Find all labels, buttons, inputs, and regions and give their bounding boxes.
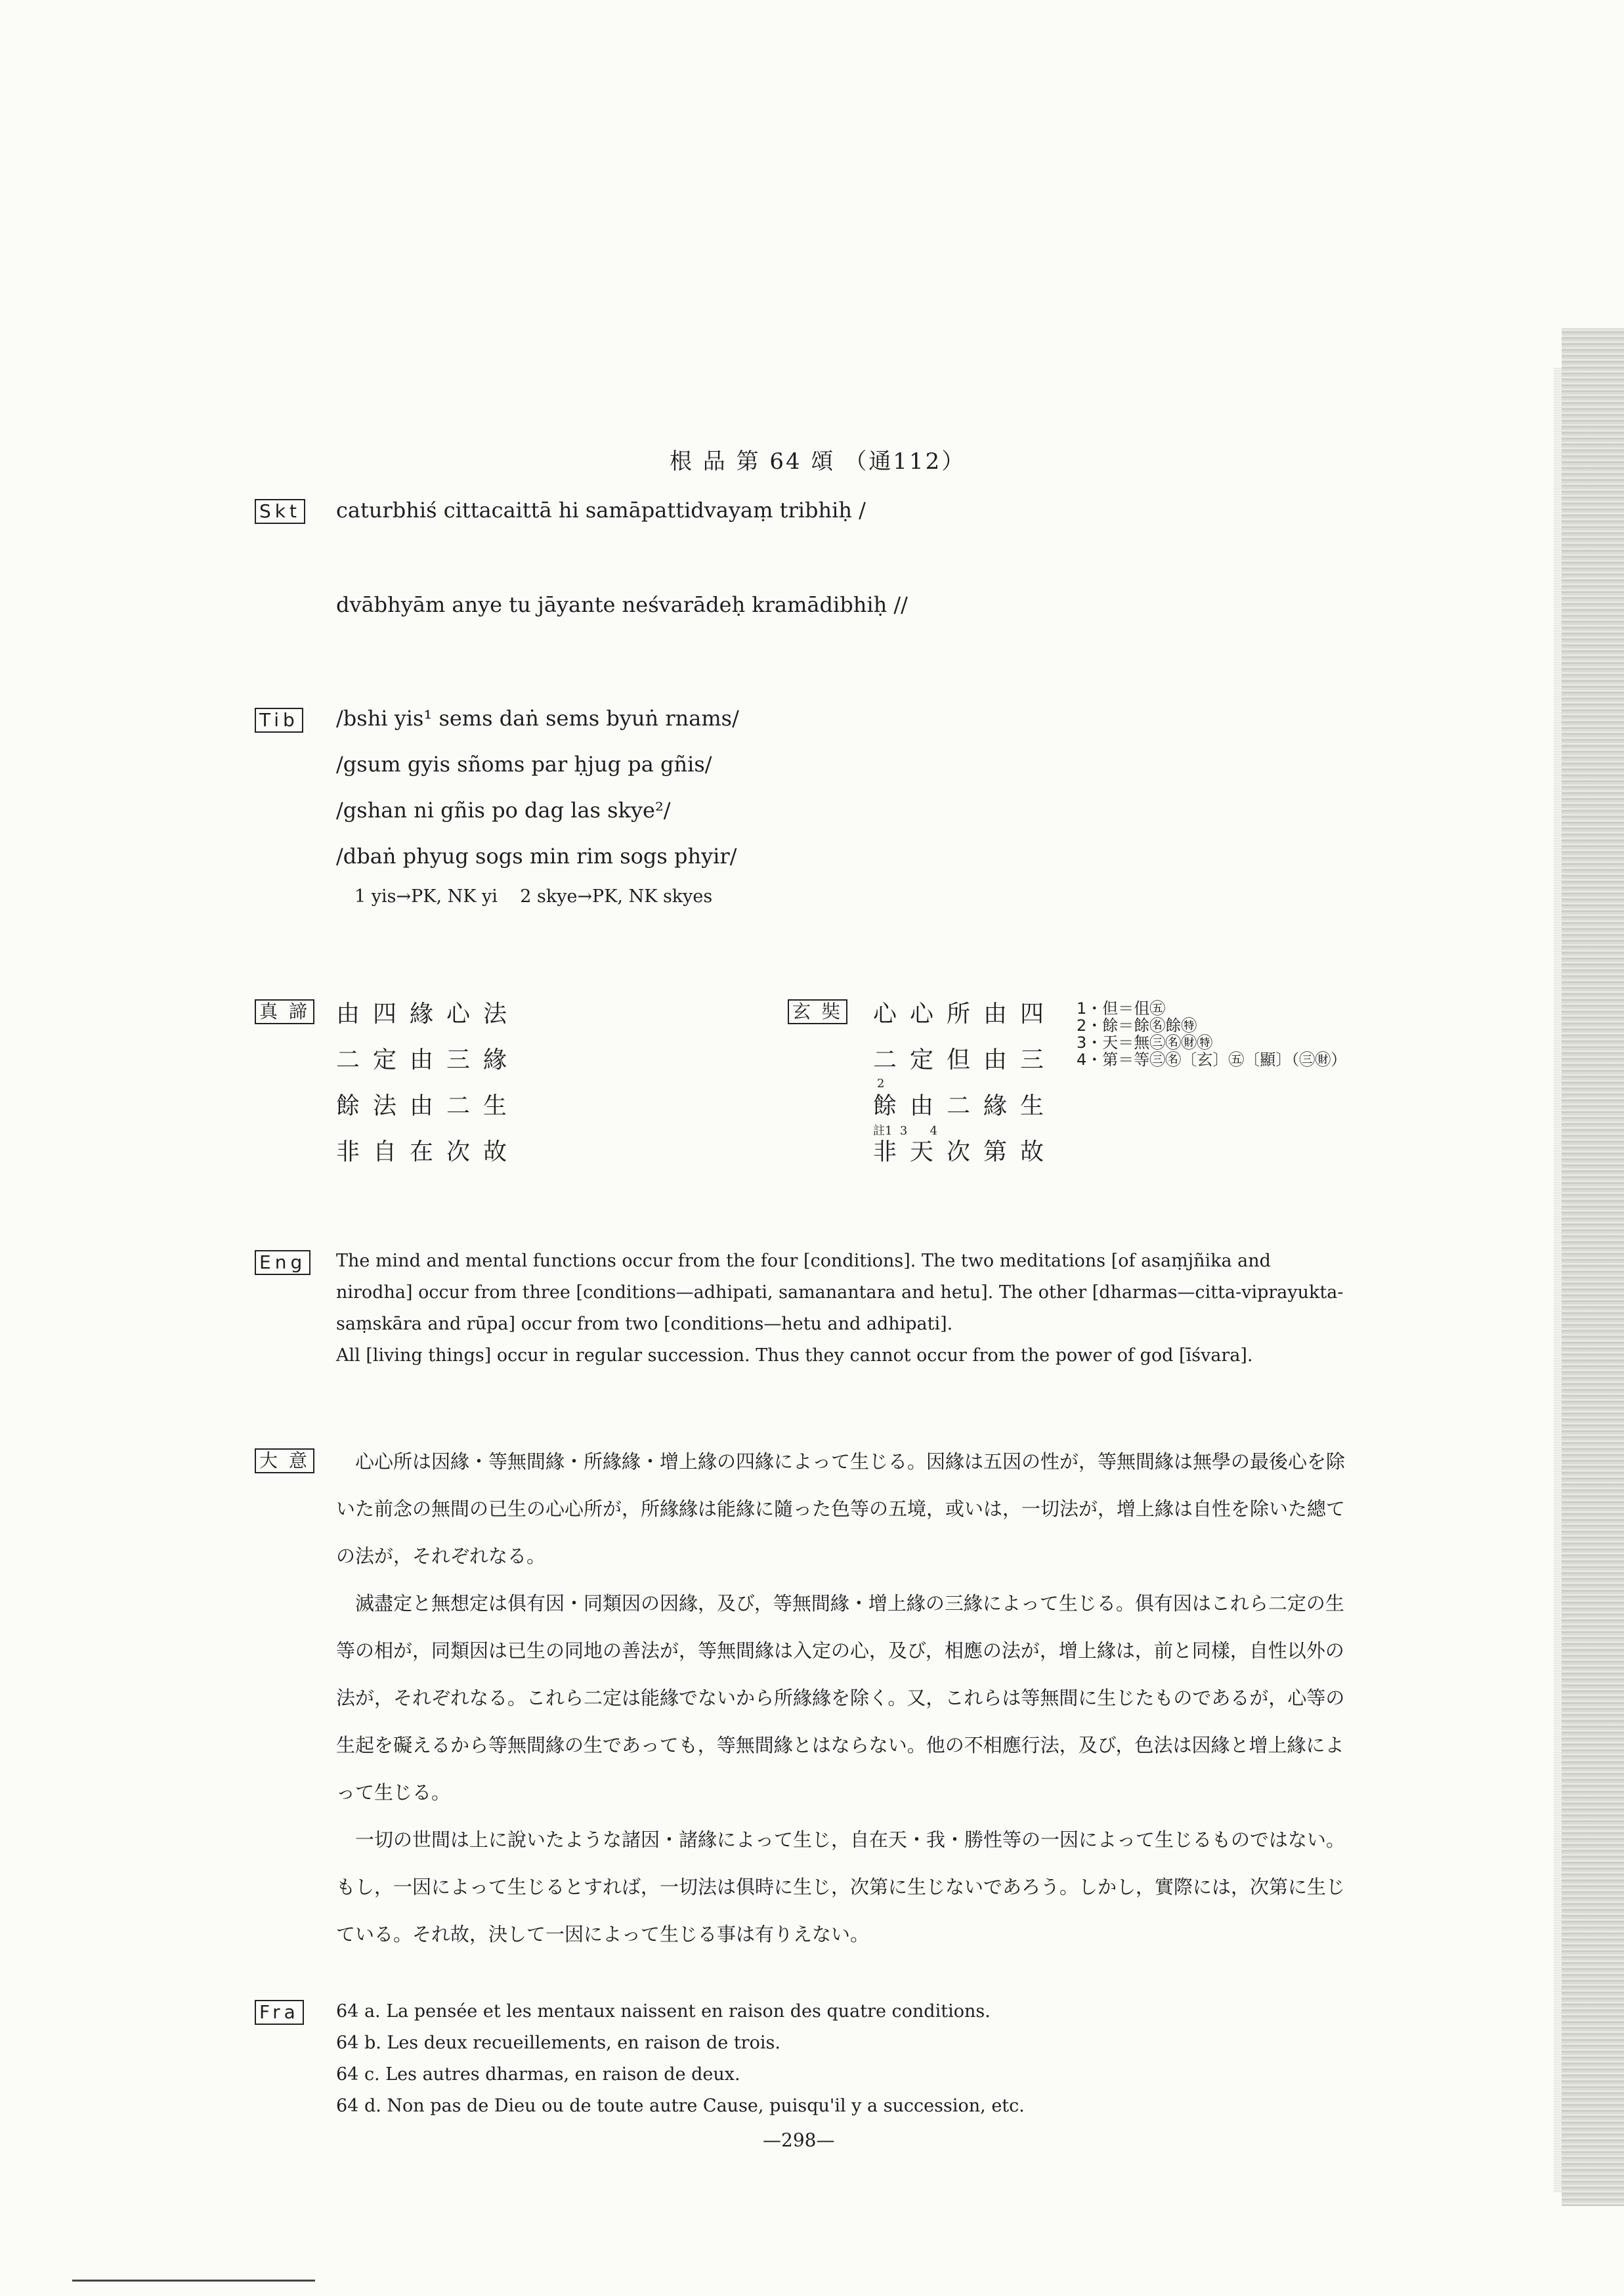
paramartha-line-3: 餘法由二生: [336, 1093, 521, 1119]
eng-line-2: nirodha] occur from three [conditions—adhipati, samanantara and hetu]. The other [dharmas—citta-viprayukta-: [336, 1282, 1344, 1303]
taii-p3-line-3: ている。それ故，決して一因によって生じる事は有りえない。: [336, 1923, 870, 1945]
paramartha-line-4: 非自在次故: [336, 1138, 521, 1165]
taii-p1-line-1: 心心所は因緣・等無間緣・所緣緣・增上緣の四緣によって生じる。因緣は五因の性が，等無間緣は無學の最後心を除: [336, 1450, 1346, 1473]
taii-paragraph-1: [336, 1438, 1360, 1580]
tib-line-3: /gshan ni gñis po dag las skye²/: [336, 798, 671, 823]
taii-p2-line-3: 法が，それぞれなる。これら二定は能緣でないから所緣緣を除く。又，これらは等無間に生じたものであるが，心等の: [336, 1687, 1345, 1709]
xuanzang-mark-notes: 註1 3 4: [873, 1124, 938, 1138]
taii-p3-line-1: 一切の世間は上に說いたような諸因・諸緣によって生じ，自在天・我・勝性等の一因によって生じるものではない。: [336, 1829, 1346, 1851]
tib-line-2: /gsum gyis sñoms par ḥjug pa gñis/: [336, 752, 712, 777]
xuanzang-mark-2: 2: [877, 1077, 885, 1091]
taii-tag: 大 意: [255, 1448, 314, 1473]
taii-p2-line-4: 生起を礙えるから等無間緣の生であっても，等無間緣とはならない。他の不相應行法，及び，色法は因緣と增上緣によ: [336, 1734, 1344, 1756]
eng-line-1: The mind and mental functions occur from the four [conditions]. The two meditations [of asaṃjñika and: [336, 1251, 1271, 1271]
skt-tag: Skt: [255, 499, 305, 524]
taii-p3-line-2: もし，一因によって生じるとすれば，一切法は俱時に生じ，次第に生じないであろう。しかし，實際には，次第に生じ: [336, 1876, 1346, 1898]
fra-paragraph: [336, 1996, 1360, 2122]
variant-note-2: 2・餘＝餘㊔餘㊕: [1077, 1016, 1197, 1035]
variant-note-3: 3・天＝無㊂㊔㊖㊕: [1077, 1033, 1213, 1052]
fra-line-2: 64 b. Les deux recueillements, en raison de trois.: [336, 2033, 780, 2053]
paramartha-line-1: 由四緣心法: [336, 1001, 521, 1028]
paramartha-tag: 真 諦: [255, 999, 314, 1024]
fra-line-3: 64 c. Les autres dharmas, en raison de deux.: [336, 2064, 740, 2085]
scan-edge-shadow-inner: [1554, 368, 1562, 2193]
xuanzang-line-1: 心心所由四: [873, 1001, 1058, 1028]
tib-line-1: /bshi yis¹ sems daṅ sems byuṅ rnams/: [336, 706, 739, 731]
fra-tag: Fra: [255, 2000, 304, 2025]
bottom-rule: [72, 2280, 315, 2282]
skt-line-2: dvābhyām anye tu jāyante neśvarādeḥ kramādibhiḥ //: [336, 592, 908, 617]
eng-line-3: saṃskāra and rūpa] occur from two [conditions—hetu and adhipati].: [336, 1314, 953, 1334]
variant-note-4: 4・第＝等㊂㊔〔玄〕㊄〔顯〕（㊂㊖）: [1077, 1051, 1347, 1069]
taii-paragraph-2: [336, 1580, 1360, 1816]
taii-p2-line-1: 滅盡定と無想定は俱有因・同類因の因緣，及び，等無間緣・增上緣の三緣によって生じる。俱有因はこれら二定の生: [336, 1592, 1344, 1614]
page-heading: 根 品 第 64 頌 （通112）: [670, 448, 966, 475]
xuanzang-line-3: 餘由二緣生: [873, 1093, 1058, 1119]
xuanzang-line-4: 非天次第故: [873, 1138, 1058, 1165]
skt-line-1: caturbhiś cittacaittā hi samāpattidvayaṃ tribhiḥ /: [336, 498, 866, 523]
taii-p2-line-2: 等の相が，同類因は已生の同地の善法が，等無間緣は入定の心，及び，相應の法が，增上緣は，前と同樣，自性以外の: [336, 1639, 1344, 1662]
variant-note-1: 1・但＝伹㊄: [1077, 999, 1166, 1018]
eng-tag: Eng: [255, 1250, 310, 1275]
taii-p2-line-5: って生じる。: [336, 1781, 451, 1804]
xuanzang-tag: 玄 奘: [788, 999, 847, 1024]
eng-paragraph: [336, 1245, 1360, 1372]
scan-edge-shadow: [1562, 328, 1624, 2206]
taii-paragraph-3: [336, 1816, 1360, 1958]
fra-line-4: 64 d. Non pas de Dieu ou de toute autre Cause, puisqu'il y a succession, etc.: [336, 2096, 1025, 2116]
eng-line-4: All [living things] occur in regular succession. Thus they cannot occur from the power of god [īśvara].: [336, 1345, 1253, 1366]
xuanzang-line-2: 二定但由三: [873, 1047, 1058, 1073]
taii-p1-line-3: の法が，それぞれなる。: [336, 1545, 546, 1567]
taii-p1-line-2: いた前念の無間の已生の心心所が，所緣緣は能緣に隨った色等の五境，或いは，一切法が，增上緣は自性を除いた總て: [336, 1498, 1346, 1520]
tib-tag: Tib: [255, 708, 303, 733]
tib-footnote: 1 yis→PK, NK yi 2 skye→PK, NK skyes: [354, 886, 713, 907]
page-number: —298—: [763, 2129, 835, 2151]
tib-line-4: /dbaṅ phyug sogs min rim sogs phyir/: [336, 844, 737, 869]
fra-line-1: 64 a. La pensée et les mentaux naissent en raison des quatre conditions.: [336, 2001, 991, 2022]
paramartha-line-2: 二定由三緣: [336, 1047, 521, 1073]
